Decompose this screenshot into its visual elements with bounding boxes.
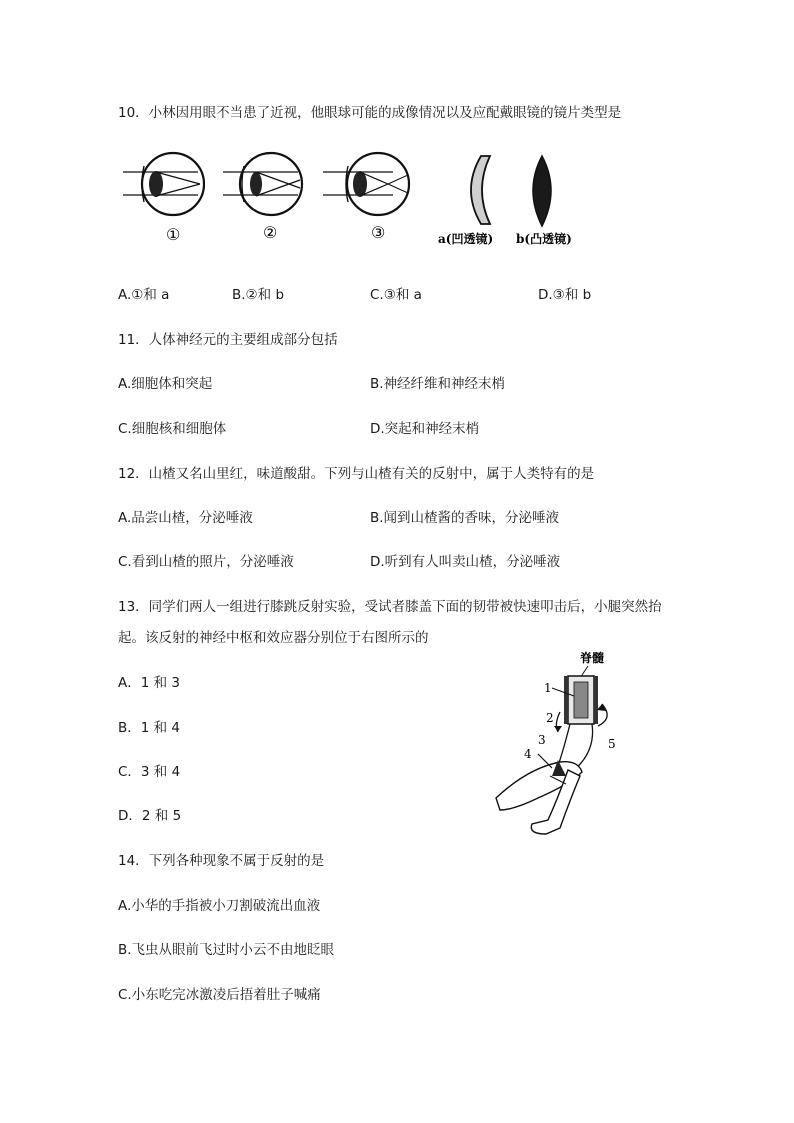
knee-jerk-reflex-figure <box>488 648 638 838</box>
figure-label-5: 5 <box>608 737 616 751</box>
eye-diagram-1 <box>123 153 204 215</box>
concave-lens-label: a(凹透镜) <box>438 232 494 246</box>
q10-stem: 10．小林因用眼不当患了近视，他眼球可能的成像情况以及应配戴眼镜的镜片类型是 <box>118 105 622 121</box>
eye-lens-figure <box>118 150 598 250</box>
q12-option-d[interactable]: D.听到有人叫卖山楂，分泌唾液 <box>370 554 561 570</box>
q10-option-b[interactable]: B.②和 b <box>232 287 285 303</box>
spinal-cord-label: 脊髓 <box>580 651 605 665</box>
eye-1-label: ① <box>166 225 181 244</box>
q12-option-b[interactable]: B.闻到山楂酱的香味，分泌唾液 <box>370 510 560 526</box>
q10-option-c[interactable]: C.③和 a <box>370 287 422 303</box>
concave-lens-shape <box>471 156 490 224</box>
q12-stem: 12．山楂又名山里红，味道酸甜。下列与山楂有关的反射中，属于人类特有的是 <box>118 466 595 482</box>
figure-label-1: 1 <box>544 681 552 695</box>
q14-option-c[interactable]: C.小东吃完冰激凌后捂着肚子喊痛 <box>118 987 321 1003</box>
q14-option-a[interactable]: A.小华的手指被小刀割破流出血液 <box>118 898 321 914</box>
q11-option-d[interactable]: D.突起和神经末梢 <box>370 421 480 437</box>
q12-option-a[interactable]: A.品尝山楂，分泌唾液 <box>118 510 253 526</box>
q11-stem: 11．人体神经元的主要组成部分包括 <box>118 332 338 348</box>
convex-lens-shape <box>533 156 551 226</box>
eye-2-label: ② <box>263 223 278 242</box>
q14-option-b[interactable]: B.飞虫从眼前飞过时小云不由地眨眼 <box>118 942 335 958</box>
q11-option-a[interactable]: A.细胞体和突起 <box>118 376 213 392</box>
q13-option-b[interactable]: B．1 和 4 <box>118 720 181 736</box>
q13-option-c[interactable]: C．3 和 4 <box>118 764 181 780</box>
q14-stem: 14．下列各种现象不属于反射的是 <box>118 853 325 869</box>
q13-stem-line-2: 起。该反射的神经中枢和效应器分别位于右图所示的 <box>118 630 429 646</box>
leg-outline <box>496 754 582 834</box>
q12-option-c[interactable]: C.看到山楂的照片，分泌唾液 <box>118 554 294 570</box>
figure-label-4: 4 <box>524 747 532 761</box>
q11-option-c[interactable]: C.细胞核和细胞体 <box>118 421 227 437</box>
figure-label-3: 3 <box>538 733 546 747</box>
eye-diagram-3 <box>323 153 409 215</box>
q13-option-a[interactable]: A．1 和 3 <box>118 675 180 691</box>
q11-option-b[interactable]: B.神经纤维和神经末梢 <box>370 376 506 392</box>
convex-lens-label: b(凸透镜) <box>516 232 572 246</box>
eye-3-label: ③ <box>371 223 386 242</box>
q10-option-a[interactable]: A.①和 a <box>118 287 170 303</box>
q13-option-d[interactable]: D．2 和 5 <box>118 808 182 824</box>
q10-option-d[interactable]: D.③和 b <box>538 287 592 303</box>
q13-stem-line-1: 13．同学们两人一组进行膝跳反射实验，受试者膝盖下面的韧带被快速叩击后，小腿突然抬 <box>118 599 662 615</box>
figure-label-2: 2 <box>546 711 554 725</box>
spinal-cord-shape <box>564 676 598 724</box>
eye-diagram-2 <box>223 153 302 215</box>
